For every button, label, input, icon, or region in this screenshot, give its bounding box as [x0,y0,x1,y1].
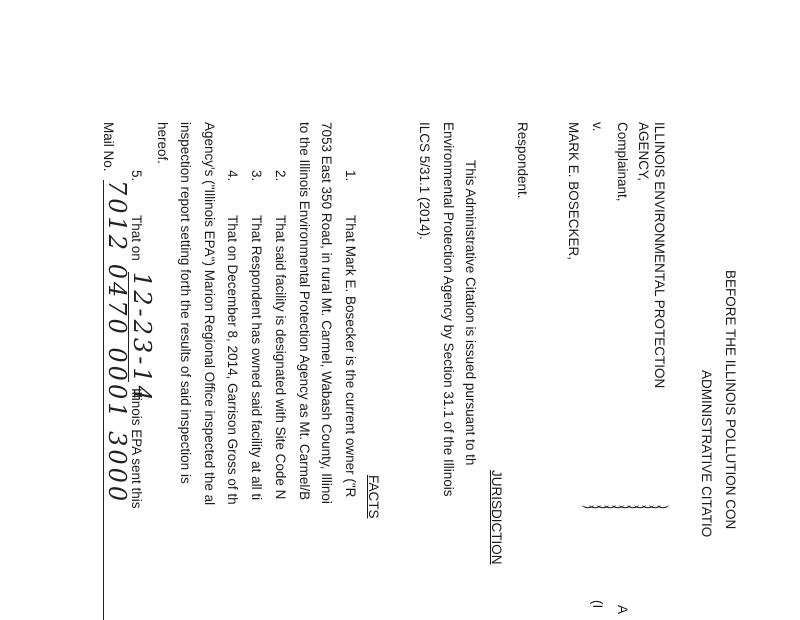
caption-right-text2: (I [590,600,605,609]
fact-1-number: 1. [343,170,358,182]
jurisdiction-line2: Environmental Protection Agency by Section 31.1 of the Illinois [441,122,456,497]
caption-brackets: ) ) ) ) ) ) ) ) ) ) ) [582,505,671,509]
fact-4-line4: hereof. [155,122,170,165]
fact-5-number: 5. [129,170,144,182]
jurisdiction-heading: JURISDICTION [489,470,504,565]
fact-2-line1: That said facility is designated with Site Code N [273,215,288,500]
fact-4-line2: Agency's ("Illinois EPA") Marion Regional Office inspected the al [202,122,217,506]
complainant-name-line2: AGENCY, [636,122,651,182]
fact-4-number: 4. [225,170,240,182]
respondent-name: MARK E. BOSECKER, [566,122,581,261]
complainant-role: Complainant, [615,122,630,202]
fact-5-handwritten-date: 12-23-14 [128,272,156,404]
fact-2-number: 2. [273,170,288,182]
facts-heading: FACTS [366,475,381,519]
fact-4-line3: inspection report setting forth the results of said inspection is [178,122,193,484]
jurisdiction-line3: ILCS 5/31.1 (2014). [417,122,432,240]
fact-5-text-before-date: That on [129,215,144,261]
document-header-line2: ADMINISTRATIVE CITATIO [699,370,714,538]
fact-4-line1: That on December 8, 2014, Garrison Gross of th [225,215,240,505]
mail-number-label: Mail No. [101,122,116,172]
fact-3-number: 3. [249,170,264,182]
jurisdiction-line1: This Administrative Citation is issued pursuant to th [463,160,478,466]
respondent-role: Respondent. [515,122,530,199]
fact-3-line1: That Respondent has owned said facility at all ti [249,215,264,501]
document-header-line1: BEFORE THE ILLINOIS POLLUTION CON [723,270,738,530]
fact-1-line3: to the Illinois Environmental Protection Agency as Mt. Carmel/B [297,122,312,501]
fact-5-text-after-date: Illinois EPA sent this [129,388,144,509]
mail-number-handwritten: 7012 0470 0001 3000 [103,180,130,620]
fact-1-line1: That Mark E. Bosecker is the current owner ("R [343,215,358,498]
fact-1-line2: 7053 East 350 Road, in rural Mt. Carmel, Wabash County, Illinoi [319,122,334,504]
complainant-name-line1: ILLINOIS ENVIRONMENTAL PROTECTION [652,122,667,389]
caption-right-text1: A [615,605,630,615]
versus: v. [590,122,605,132]
